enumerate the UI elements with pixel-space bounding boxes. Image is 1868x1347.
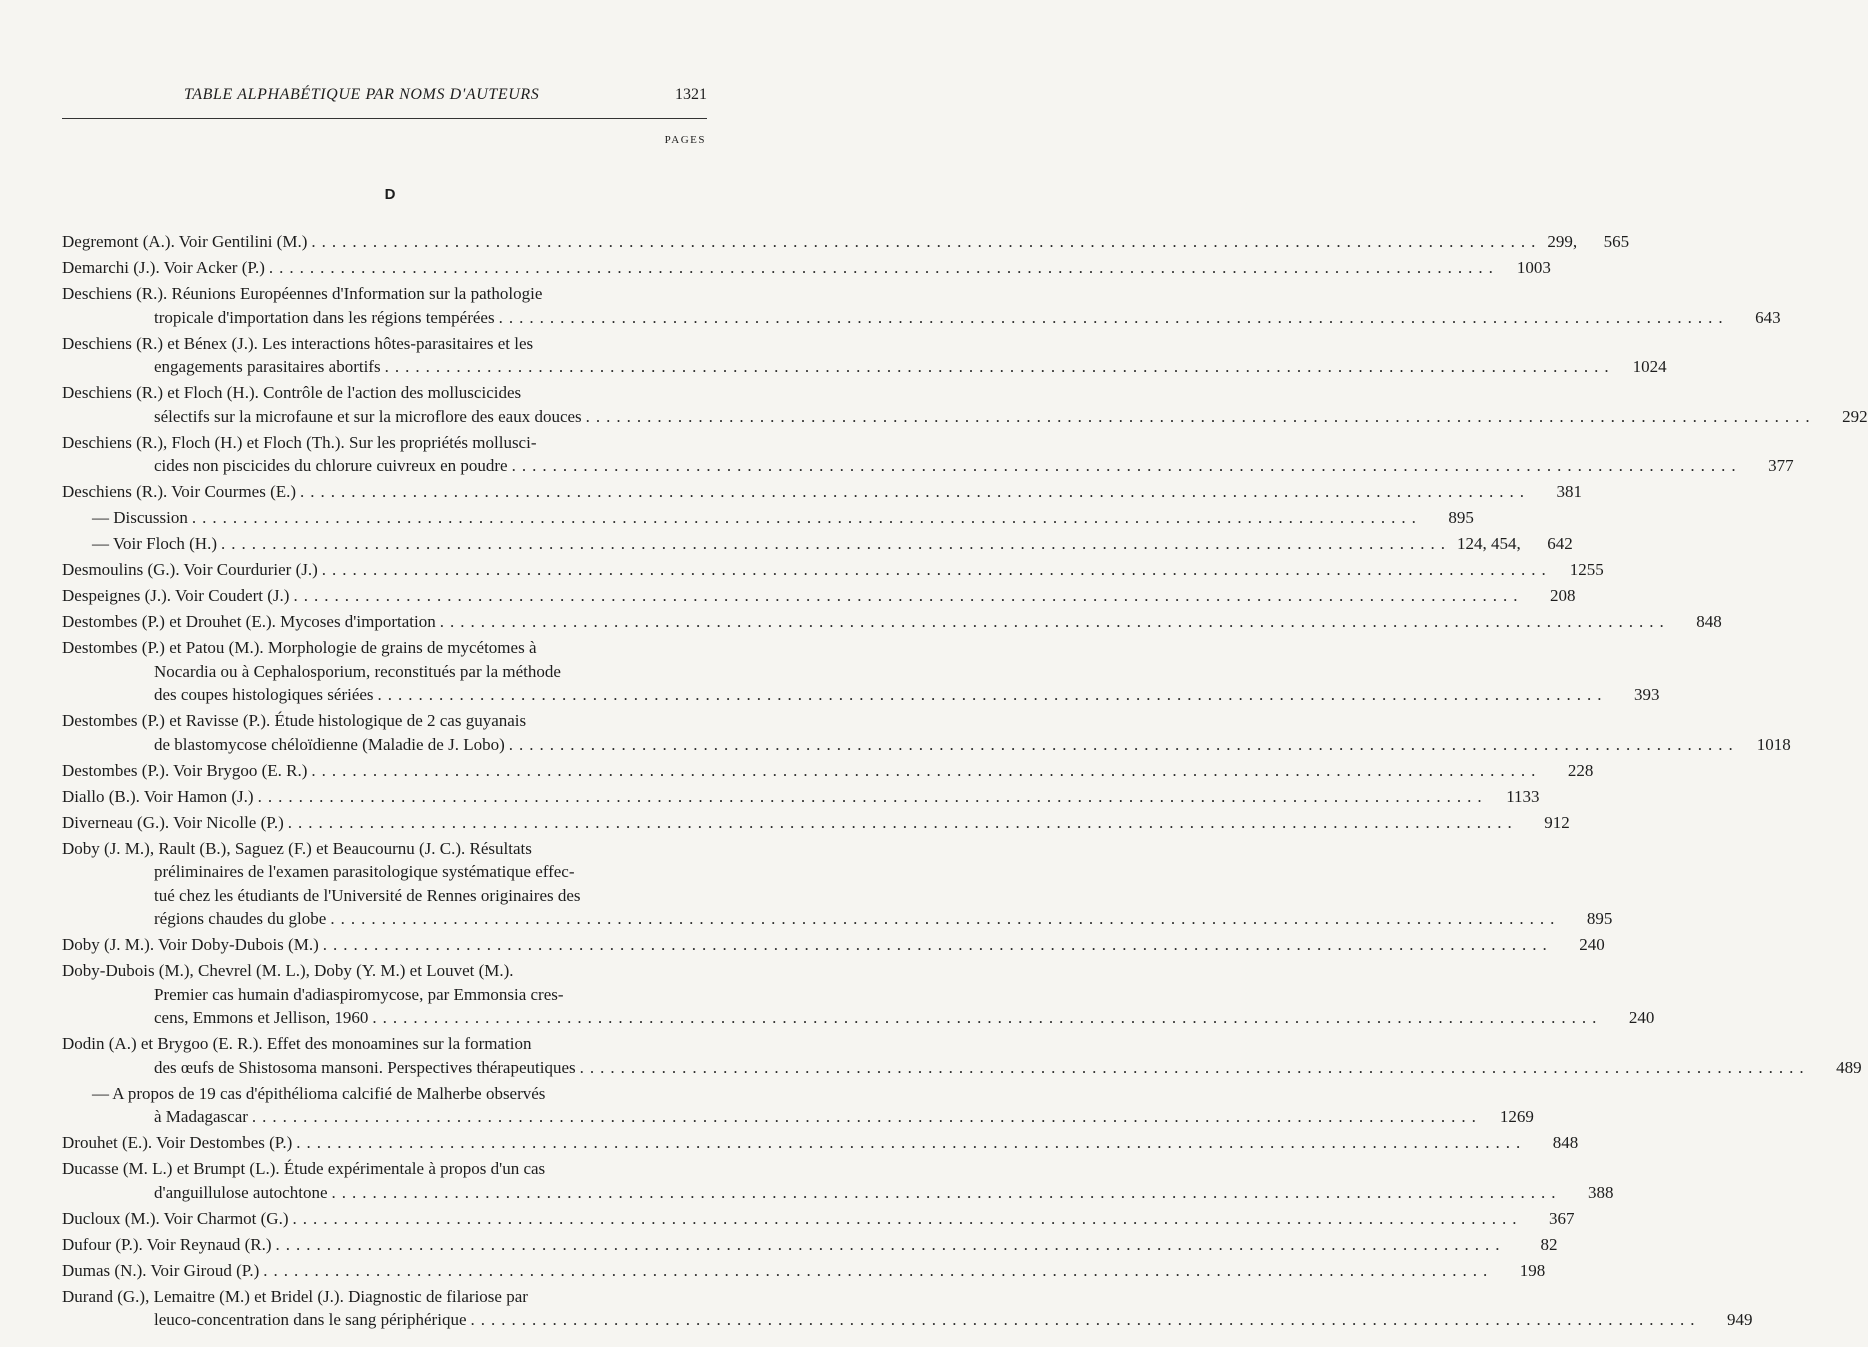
dot-leader: ........................................................................................................................	[511, 456, 1742, 475]
entry-text: sélectifs sur la microfaune et sur la microflore des eaux douces	[154, 406, 582, 426]
entry-page-number: 82	[1540, 1234, 1558, 1254]
index-entry-line	[62, 933, 1605, 957]
dot-leader: ........................................................................................................................	[498, 307, 1729, 327]
index-entry-line	[62, 405, 1868, 429]
index-entry	[62, 584, 1576, 608]
entry-page-number: 895	[1448, 508, 1474, 527]
entry-text: Drouhet (E.). Voir Destombes (P.)	[62, 1133, 293, 1152]
dot-leader: ........................................................................................................................	[257, 786, 1488, 806]
entry-text: Deschiens (R.). Réunions Européennes d'Information sur la pathologie	[62, 284, 543, 303]
index-entry-line	[62, 709, 707, 733]
entry-text: Degremont (A.). Voir Gentilini (M.)	[62, 232, 308, 251]
index-entry-line	[62, 785, 1540, 809]
entry-text: Destombes (P.) et Ravisse (P.). Étude histologique de 2 cas guyanais	[62, 711, 527, 730]
index-entry	[62, 837, 1613, 931]
dot-leader: ........................................................................................................................	[439, 612, 1670, 631]
entry-page-number: 1003	[1516, 258, 1551, 277]
index-entry	[62, 785, 1540, 809]
index-entry-line	[62, 660, 707, 684]
dot-leader: ........................................................................................................................	[579, 1057, 1810, 1077]
entry-text: Destombes (P.). Voir Brygoo (E. R.)	[62, 760, 308, 780]
dot-leader: ........................................................................................................................	[268, 258, 1499, 277]
index-entry	[62, 532, 1573, 556]
index-entry-line	[62, 1233, 1558, 1257]
running-header	[62, 86, 707, 112]
entry-text: — Discussion	[92, 508, 188, 527]
entry-text: Nocardia ou à Cephalosporium, reconstitués par la méthode	[154, 661, 561, 681]
index-entry-line	[62, 584, 1576, 608]
index-entry-line	[62, 1308, 1753, 1332]
index-entry-line	[62, 983, 707, 1007]
index-entry-line	[62, 381, 707, 405]
entry-extra-pages: 299,	[1547, 232, 1578, 251]
entry-text: des coupes histologiques sériées	[154, 685, 374, 704]
entry-text: Deschiens (R.), Floch (H.) et Floch (Th.). Sur les propriétés mollusci-	[62, 432, 537, 452]
section-letter: D	[384, 186, 396, 203]
index-entry	[62, 1157, 1614, 1204]
index-entry	[62, 282, 1781, 329]
dot-leader: ........................................................................................................................	[321, 560, 1552, 579]
index-entry	[62, 332, 1667, 379]
entry-page-number: 848	[1552, 1133, 1579, 1152]
dot-leader: ........................................................................................................................	[322, 935, 1553, 954]
entry-text: Demarchi (J.). Voir Acker (P.)	[62, 258, 265, 277]
entry-text: leuco-concentration dans le sang périphérique	[154, 1310, 467, 1329]
entry-page-number: 489	[1836, 1057, 1862, 1077]
entry-text: tué chez les étudiants de l'Université de Rennes originaires des	[154, 885, 581, 905]
entry-page-number: 393	[1634, 685, 1660, 704]
index-entry-line	[62, 1056, 1862, 1080]
index-entry	[62, 506, 1474, 530]
index-entry-line	[62, 1285, 707, 1309]
entry-text: Dumas (N.). Voir Giroud (P.)	[62, 1260, 260, 1280]
entry-text: Destombes (P.) et Patou (M.). Morphologie de grains de mycétomes à	[62, 638, 537, 657]
dot-leader: ........................................................................................................................	[296, 1133, 1527, 1152]
index-entry-line	[62, 1131, 1579, 1155]
entry-page-number: 895	[1586, 909, 1613, 928]
entry-page-number: 1024	[1632, 357, 1667, 376]
index-entry-line	[62, 256, 1551, 280]
dot-leader: ........................................................................................................................	[585, 406, 1816, 426]
index-entry-line	[62, 636, 707, 660]
entry-text: — Voir Floch (H.)	[92, 534, 217, 553]
index-entry-line	[62, 454, 1794, 478]
entry-text: Premier cas humain d'adiaspiromycose, par Emmonsia cres-	[154, 984, 564, 1004]
entry-page-number: 912	[1544, 812, 1570, 832]
dot-leader: ........................................................................................................................	[191, 508, 1422, 527]
index-entry-line	[62, 759, 1594, 783]
dot-leader: ........................................................................................................................	[292, 1208, 1523, 1228]
entry-page-number: 377	[1768, 456, 1794, 475]
index-entry	[62, 230, 1630, 254]
entry-text: Dufour (P.). Voir Reynaud (R.)	[62, 1234, 272, 1254]
entry-page-number: 228	[1567, 760, 1594, 780]
entry-text: Deschiens (R.) et Bénex (J.). Les interactions hôtes-parasitaires et les	[62, 333, 534, 353]
dot-leader: ........................................................................................................................	[293, 586, 1524, 605]
entry-page-number: 240	[1579, 935, 1605, 954]
entry-text: Diverneau (G.). Voir Nicolle (P.)	[62, 812, 284, 832]
index-entry-line	[62, 480, 1583, 504]
entry-text: d'anguillulose autochtone	[154, 1182, 328, 1202]
dot-leader: ........................................................................................................................	[372, 1008, 1603, 1027]
entry-page-number: 388	[1588, 1182, 1614, 1202]
dot-leader: ........................................................................................................................	[330, 909, 1561, 928]
index-entry-line	[62, 1207, 1575, 1231]
index-entry-line	[62, 1006, 1655, 1030]
entry-text: de blastomycose chéloïdienne (Maladie de J. Lobo)	[154, 734, 505, 754]
running-title: TABLE ALPHABÉTIQUE PAR NOMS D'AUTEURS	[184, 86, 540, 103]
entry-page-number: 240	[1628, 1008, 1655, 1027]
index-entry-line	[62, 683, 1660, 707]
dot-leader: ........................................................................................................................	[331, 1182, 1562, 1202]
index-entry-line	[62, 1157, 707, 1181]
index-entry-line	[62, 230, 1630, 254]
entry-text: Dodin (A.) et Brygoo (E. R.). Effet des monoamines sur la formation	[62, 1034, 532, 1053]
index-entry	[62, 709, 1791, 756]
index-entry	[62, 1131, 1579, 1155]
entry-text: Doby (J. M.), Rault (B.), Saguez (F.) et Beaucournu (J. C.). Résultats	[62, 838, 532, 858]
index-entry	[62, 1285, 1753, 1332]
index-entry	[62, 1082, 1534, 1129]
entry-text: Despeignes (J.). Voir Coudert (J.)	[62, 586, 290, 605]
entry-text: — A propos de 19 cas d'épithélioma calcifié de Malherbe observés	[92, 1083, 546, 1103]
dot-leader: ........................................................................................................................	[470, 1310, 1701, 1329]
entry-text: tropicale d'importation dans les régions tempérées	[154, 307, 495, 327]
index-entry	[62, 381, 1868, 428]
entry-page-number: 292	[1842, 406, 1868, 426]
index-entry-line	[62, 332, 707, 356]
index-entry	[62, 1233, 1558, 1257]
entry-page-number: 381	[1556, 482, 1583, 501]
dot-leader: ........................................................................................................................	[311, 760, 1542, 780]
index-entry-line	[62, 1082, 707, 1106]
index-entry-line	[62, 558, 1604, 582]
dot-leader: ........................................................................................................................	[251, 1107, 1482, 1126]
entry-page-number: 208	[1549, 586, 1576, 605]
entry-text: Ducasse (M. L.) et Brumpt (L.). Étude expérimentale à propos d'un cas	[62, 1159, 546, 1178]
index-entry-line	[62, 884, 707, 908]
entry-text: Durand (G.), Lemaitre (M.) et Bridel (J.). Diagnostic de filariose par	[62, 1286, 528, 1306]
index-entry-line	[62, 959, 707, 983]
entry-text: Deschiens (R.) et Floch (H.). Contrôle de l'action des molluscicides	[62, 383, 522, 402]
index-entry-line	[62, 1181, 1614, 1205]
dot-leader: ........................................................................................................................	[287, 812, 1518, 832]
entry-page-number: 1269	[1499, 1107, 1534, 1126]
entry-page-number: 1255	[1569, 560, 1604, 579]
index-entry	[62, 256, 1551, 280]
entry-text: cides non piscicides du chlorure cuivreux en poudre	[154, 456, 508, 475]
index-entry-line	[62, 837, 707, 861]
entry-text: Doby-Dubois (M.), Chevrel (M. L.), Doby (Y. M.) et Louvet (M.).	[62, 961, 514, 980]
entry-page-number: 1018	[1756, 734, 1791, 754]
index-entry-line	[62, 306, 1781, 330]
entry-page-number: 367	[1549, 1208, 1575, 1228]
entry-extra-pages: 124, 454,	[1457, 534, 1521, 553]
index-entry-line	[62, 907, 1613, 931]
index-entry	[62, 1032, 1862, 1079]
index-entry	[62, 933, 1605, 957]
index-entry-line	[62, 506, 1474, 530]
dot-leader: ........................................................................................................................	[377, 685, 1608, 704]
dot-leader: ........................................................................................................................	[221, 534, 1451, 553]
pages-column-label: PAGES	[664, 134, 706, 146]
index-entry-line	[62, 610, 1722, 634]
entry-text: à Madagascar	[154, 1107, 248, 1126]
entry-text: des œufs de Shistosoma mansoni. Perspectives thérapeutiques	[154, 1057, 576, 1077]
index-entry	[62, 636, 1660, 707]
entry-page-number: 1133	[1506, 786, 1540, 806]
dot-leader: ........................................................................................................................	[263, 1260, 1494, 1280]
entry-text: Deschiens (R.). Voir Courmes (E.)	[62, 482, 297, 501]
index-entry	[62, 431, 1794, 478]
index-entry	[62, 610, 1722, 634]
index-entry	[62, 1207, 1575, 1231]
dot-leader: ........................................................................................................................	[311, 232, 1542, 251]
header-rule	[62, 118, 707, 119]
entry-page-number: 565	[1603, 232, 1630, 251]
entry-page-number: 643	[1755, 307, 1781, 327]
entry-text: Diallo (B.). Voir Hamon (J.)	[62, 786, 254, 806]
index-entry-line	[62, 811, 1570, 835]
dot-leader: ........................................................................................................................	[384, 357, 1615, 376]
page-number: 1321	[675, 86, 707, 103]
index-entry-line	[62, 1105, 1534, 1129]
author-index-list	[62, 230, 1868, 1334]
entry-text: régions chaudes du globe	[154, 909, 327, 928]
index-entry-line	[62, 860, 707, 884]
entry-text: Destombes (P.) et Drouhet (E.). Mycoses d'importation	[62, 612, 436, 631]
index-entry	[62, 759, 1594, 783]
index-entry-line	[62, 532, 1573, 556]
entry-page-number: 642	[1547, 534, 1573, 553]
index-entry-line	[62, 1032, 707, 1056]
entry-text: Ducloux (M.). Voir Charmot (G.)	[62, 1208, 289, 1228]
index-entry-line	[62, 1259, 1546, 1283]
entry-text: engagements parasitaires abortifs	[154, 357, 381, 376]
index-entry	[62, 480, 1583, 504]
index-entry-line	[62, 282, 707, 306]
dot-leader: ........................................................................................................................	[275, 1234, 1506, 1254]
index-entry-line	[62, 355, 1667, 379]
dot-leader: ........................................................................................................................	[508, 734, 1739, 754]
entry-page-number: 198	[1519, 1260, 1546, 1280]
index-entry	[62, 811, 1570, 835]
entry-text: Doby (J. M.). Voir Doby-Dubois (M.)	[62, 935, 319, 954]
entry-page-number: 949	[1726, 1310, 1753, 1329]
index-entry-line	[62, 733, 1791, 757]
entry-text: Desmoulins (G.). Voir Courdurier (J.)	[62, 560, 318, 579]
dot-leader: ........................................................................................................................	[300, 482, 1531, 501]
index-entry	[62, 959, 1655, 1030]
index-entry	[62, 558, 1604, 582]
entry-page-number: 848	[1696, 612, 1722, 631]
index-entry	[62, 1259, 1546, 1283]
index-entry-line	[62, 431, 707, 455]
entry-text: cens, Emmons et Jellison, 1960	[154, 1008, 369, 1027]
entry-text: préliminaires de l'examen parasitologique systématique effec-	[154, 862, 575, 881]
